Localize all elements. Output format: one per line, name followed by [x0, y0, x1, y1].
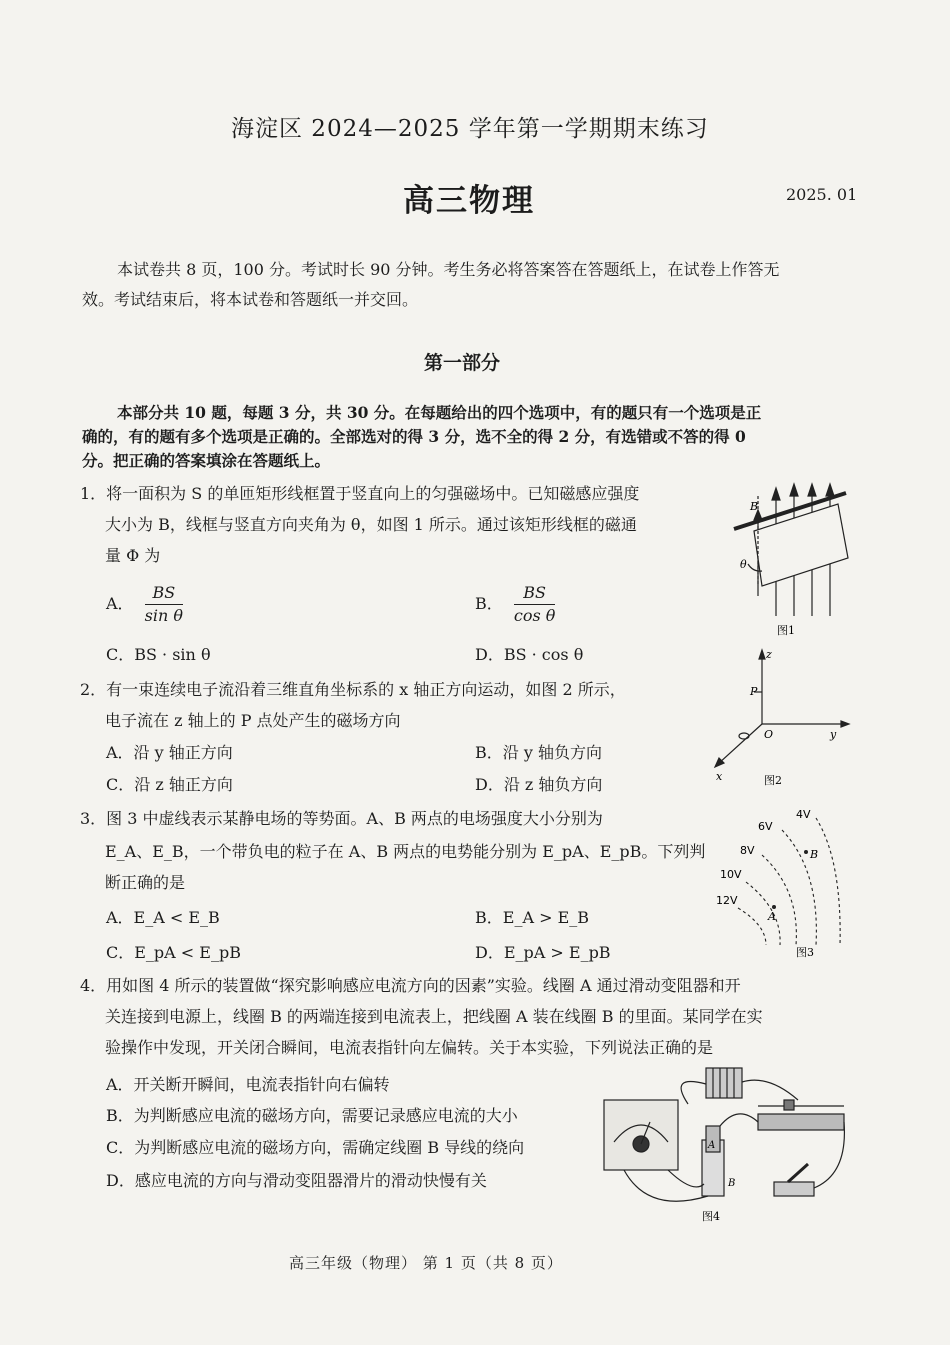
- q2-option-c[interactable]: C．沿 z 轴正方向: [106, 775, 233, 794]
- q3-option-d[interactable]: D．E_pA > E_pB: [475, 943, 611, 962]
- galvanometer: [604, 1100, 678, 1170]
- q4-option-a[interactable]: A．开关断开瞬间，电流表指针向右偏转: [106, 1075, 390, 1094]
- q1-option-c[interactable]: C．BS · sin θ: [106, 645, 211, 664]
- fig3-label-b: B: [810, 848, 819, 861]
- q2-option-d[interactable]: D．沿 z 轴负方向: [475, 775, 603, 794]
- fig4-caption: 图4: [702, 1210, 720, 1223]
- fig1-label-b: B: [750, 500, 759, 513]
- fig2-label-z: z: [766, 648, 772, 661]
- fig3-label-8v: 8V: [740, 844, 755, 857]
- fig2-label-x: x: [716, 770, 723, 783]
- fig2-label-y: y: [830, 728, 837, 741]
- fig1-label-theta: θ: [740, 558, 747, 571]
- q1-option-a-denominator: sin θ: [144, 606, 184, 625]
- q3-line-2: E_A、E_B，一个带负电的粒子在 A、B 两点的电势能分别为 E_pA、E_pB。下列判: [105, 842, 706, 861]
- q1-option-b-fraction: [514, 582, 556, 627]
- equipotential-4v: [816, 818, 840, 945]
- part1-intro-line-2: 确的，有的题有多个选项是正确的。全部选对的得 3 分，选不全的得 2 分，有选错或不答的得 0: [82, 427, 746, 446]
- q4-line-3: 验操作中发现，开关闭合瞬间，电流表指针向左偏转。关于本实验，下列说法正确的是: [105, 1038, 714, 1057]
- page-footer: 高三年级（物理） 第 1 页（共 8 页）: [289, 1254, 563, 1272]
- q2-option-b[interactable]: B．沿 y 轴负方向: [475, 743, 602, 762]
- x-axis: [718, 724, 762, 764]
- fig4-label-a: A: [708, 1140, 716, 1151]
- q2-line-2: 电子流在 z 轴上的 P 点处产生的磁场方向: [105, 711, 401, 730]
- fig1-caption: 图1: [777, 624, 795, 637]
- rheostat: [758, 1114, 844, 1130]
- fig3-label-12v: 12V: [716, 894, 738, 907]
- switch: [774, 1182, 814, 1196]
- q1-line-3: 量 Φ 为: [105, 546, 161, 565]
- q3-option-b[interactable]: B．E_A > E_B: [475, 908, 590, 927]
- fig2-label-p: P: [750, 685, 758, 698]
- q4-option-c[interactable]: C．为判断感应电流的磁场方向，需确定线圈 B 导线的绕向: [106, 1138, 525, 1157]
- q1-line-2: 大小为 B，线框与竖直方向夹角为 θ，如图 1 所示。通过该矩形线框的磁通: [105, 515, 637, 534]
- q1-line-1: 1．将一面积为 S 的单匝矩形线框置于竖直向上的匀强磁场中。已知磁感应强度: [80, 484, 640, 503]
- q4-line-1: 4．用如图 4 所示的装置做“探究影响感应电流方向的因素”实验。线圈 A 通过滑动变阻器和开: [80, 976, 741, 995]
- q2-line-1: 2．有一束连续电子流沿着三维直角坐标系的 x 轴正方向运动，如图 2 所示，: [80, 680, 626, 699]
- q1-option-d[interactable]: D．BS · cos θ: [475, 645, 584, 664]
- q1-option-b[interactable]: [475, 582, 555, 627]
- part1-intro-line-1: 本部分共 10 题，每题 3 分，共 30 分。在每题给出的四个选项中，有的题只有一个选项是正: [117, 403, 762, 422]
- q4-option-d[interactable]: D．感应电流的方向与滑动变阻器滑片的滑动快慢有关: [106, 1171, 487, 1190]
- fig4-label-b: B: [728, 1178, 736, 1189]
- q1-option-b-numerator: BS: [514, 582, 556, 605]
- instructions-line-2: 效。考试结束后，将本试卷和答题纸一并交回。: [82, 290, 419, 309]
- q3-option-a[interactable]: A．E_A < E_B: [106, 908, 220, 927]
- fig2-caption: 图2: [764, 774, 782, 787]
- q3-option-c[interactable]: C．E_pA < E_pB: [106, 943, 241, 962]
- fig3-label-a: A: [768, 910, 776, 923]
- q4-line-2: 关连接到电源上，线圈 B 的两端连接到电流表上，把线圈 A 装在线圈 B 的里面。某同学在实: [105, 1007, 763, 1026]
- part1-intro-line-3: 分。把正确的答案填涂在答题纸上。: [82, 451, 331, 470]
- point-a: [772, 905, 776, 909]
- q1-option-a[interactable]: [106, 582, 183, 627]
- figure-1-diagram: [718, 476, 853, 641]
- q1-option-b-label: B．: [475, 594, 503, 613]
- q4-option-b[interactable]: B．为判断感应电流的磁场方向，需要记录感应电流的大小: [106, 1106, 518, 1125]
- point-b: [804, 850, 808, 854]
- q1-option-b-denominator: cos θ: [513, 606, 556, 625]
- q1-option-a-label: A．: [106, 594, 134, 613]
- q3-line-1: 3．图 3 中虚线表示某静电场的等势面。A、B 两点的电场强度大小分别为: [80, 809, 603, 828]
- subject-title: 高三物理: [403, 183, 535, 219]
- fig3-label-6v: 6V: [758, 820, 773, 833]
- fig2-label-o: O: [764, 728, 774, 741]
- exam-title: 海淀区 2024—2025 学年第一学期期末练习: [231, 116, 709, 142]
- figure-3-diagram: [712, 800, 852, 960]
- equipotential-12v: [738, 908, 766, 945]
- fig3-label-4v: 4V: [796, 808, 811, 821]
- fig3-label-10v: 10V: [720, 868, 742, 881]
- instructions-line-1: 本试卷共 8 页，100 分。考试时长 90 分钟。考生务必将答案答在答题纸上，在试卷上作答无: [117, 260, 780, 279]
- q1-option-a-numerator: BS: [145, 582, 183, 605]
- fig3-caption: 图3: [796, 946, 814, 959]
- q1-option-a-fraction: [145, 582, 183, 627]
- battery: [706, 1068, 742, 1098]
- figure-4-diagram: [598, 1064, 850, 1226]
- q2-option-a[interactable]: A．沿 y 轴正方向: [106, 743, 233, 762]
- q3-line-3: 断正确的是: [105, 873, 186, 892]
- figure-2-diagram: [706, 644, 856, 790]
- exam-date: 2025. 01: [786, 185, 858, 204]
- part1-heading: 第一部分: [424, 352, 501, 374]
